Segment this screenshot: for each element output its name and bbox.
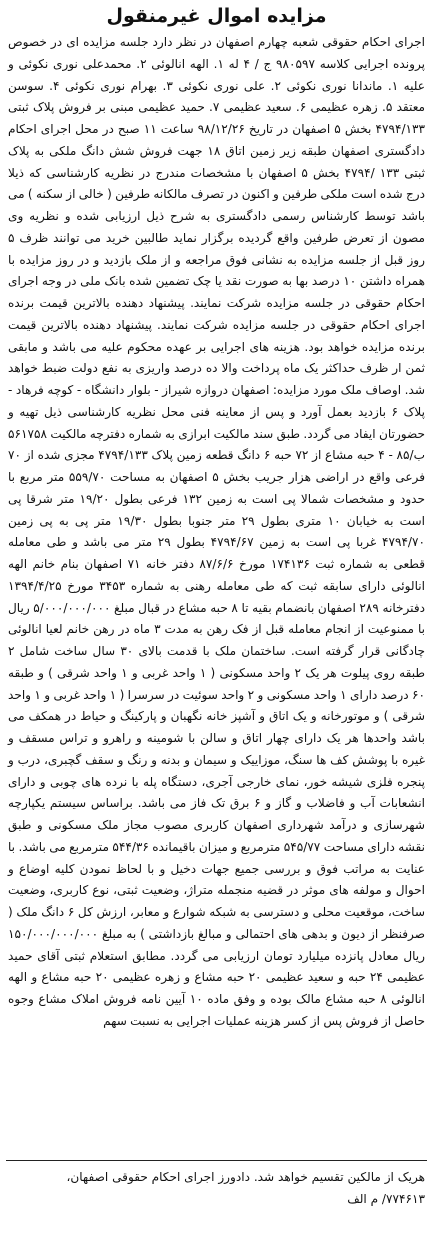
notice-title: مزایده اموال غیرمنقول <box>106 5 327 27</box>
footer-divider <box>6 1160 427 1161</box>
footer-code: ۷۷۴۶۱۳/ م الف <box>347 1192 425 1206</box>
notice-footer <box>6 1166 427 1210</box>
footer-text: هریک از مالکین تقسیم خواهد شد. دادورز اجرای احکام حقوقی اصفهان، <box>66 1170 425 1184</box>
auction-notice <box>6 0 427 1247</box>
notice-body: اجرای احکام حقوقی شعبه چهارم اصفهان در نظر دارد جلسه مزایده ای در خصوص پرونده اجرایی کلاسه ۹۸۰۵۹۷ ج / ۴ له ۱. الهه انالوئی ۲. محمدعلی نوری نکوئی و علیه ۱. ماندانا نوری نکوئی ۲. علی نوری نکوئی ۳. بهرام نوری نکوئی ۴. سوسن معتقد ۵. زهره عظیمی ۶. سعید عظیمی ۷. حمید عظیمی مبنی بر فروش پلاک ثبتی ۴۷۹۴/۱۳۳ بخش ۵ اصفهان در تاریخ ۹۸/۱۲/۲۶ ساعت ۱۱ صبح در محل اجرای احکام دادگستری اصفهان طبقه زیر زمین اتاق ۱۸ جهت فروش شش دانگ ملکی به پلاک ثبتی ۱۳۳ /۴۷۹۴ بخش ۵ اصفهان با مشخصات مندرج در نظریه کارشناسی که ذیلا درج شده است ملکی طرفین و اکنون در تصرف مالکانه طرفین ( خالی از سکنه ) می باشد توسط کارشناس رسمی دادگستری به شرح ذیل ارزیابی شده و نظریه وی مصون از تعرض طرفین واقع گردیده برگزار نماید طالبین خرید می توانند ظرف ۵ روز قبل از جلسه مزایده به نشانی فوق مراجعه و از ملک بازدید و در روز مزایده با همراه داشتن ۱۰ درصد بها به صورت نقد یا چک تضمین شده بانک ملی در وجه اجرای احکام حقوقی در جلسه مزایده شرکت نمایند. پیشنهاد دهنده بالاترین قیمت برنده اجرای احکام حقوقی در جلسه مزایده شرکت نمایند. پیشنهاد دهنده بالاترین قیمت برنده مزایده خواهد بود. هزینه های اجرایی بر عهده محکوم علیه می باشد و مابقی ثمن ار ظرف حداکثر یک ماه پرداخت والا ده درصد واریزی به نفع دولت ضبط خواهد شد. اوصاف ملک مورد مزایده: اصفهان دروازه شیراز - بلوار دانشگاه - کوچه فرهاد - پلاک ۶ بازدید بعمل آورد و پس از معاینه فنی محل نظریه کارشناسی ذیل تهیه و حضورتان ایفاد می گردد. طبق سند مالکیت ابرازی به شماره دفترچه مالکیت ۵۶۱۷۵۸ ب/۸۵ - ۴ حبه مشاع از ۷۲ حبه ۶ دانگ قطعه زمین پلاک ۴۷۹۴/۱۳۳ مجزی شده از ۷۰ فرعی واقع در اراضی هزار جریب بخش ۵ اصفهان به مساحت ۵۵۹/۷۰ متر مربع با حدود و مشخصات شمالا پی است به زمین ۱۳۲ فرعی بطول ۱۹/۲۰ متر شرقا پی است به خیابان ۱۰ متری بطول ۲۹ متر جنوبا بطول ۱۹/۳۰ متر پی به پی زمین ۴۷۹۴/۷۰ غربا پی است به زمین ۴۷۹۴/۶۷ بطول ۲۹ متر می باشد و طی معامله قطعی به شماره ثبت ۱۷۴۱۳۶ مورخ ۸۷/۶/۶ دفتر خانه ۷۱ اصفهان بنام خانم الهه انالوئی دارای سابقه ثبت که طی معامله رهنی به شماره ۳۴۵۳ مورخ ۱۳۹۴/۴/۲۵ دفترخانه ۲۸۹ اصفهان بانضمام بقیه تا ۸ حبه مشاع در قبال مبلغ ۵/۰۰۰/۰۰۰/۰۰۰ ریال با ممنوعیت از انجام معامله قبل از فک رهن به مدت ۳ ماه در رهن خانم لعیا انالوئی چادگانی قرار گرفته است. ساختمان ملک با قدمت بالای ۳۰ سال ساخت شامل ۲ طبقه روی پیلوت هر یک ۲ واحد مسکونی ( ۱ واحد غربی و ۱ واحد شرقی ) و طبقه ۶۰ درصد دارای ۱ واحد مسکونی و ۲ واحد سوئیت در سرسرا ( ۱ واحد غربی و ۱ واحد شرقی ) و موتورخانه و یک اتاق و آشپز خانه نگهبان و پارکینگ و حیاط در همکف می باشد واحدها هر یک دارای چهار اتاق و سالن با شومینه و راهرو و تراس مسقف و غیره با پوشش کف ها سنگ، موزاییک و سیمان و بدنه و رنگ و سقف گچبری، درب و پنجره فلزی شیشه خور، نمای خارجی آجری، دستگاه پله با نرده های چوبی و دارای انشعابات آب و فاضلاب و گاز و ۶ برق تک فاز می باشد. براساس سیستم یکپارچه شهرسازی و درآمد شهرداری اصفهان کاربری مصوب مجاز ملک مسکونی و طبق نقشه دارای مساحت ۵۴۵/۷۷ مترمربع و میزان باقیمانده ۵۴۴/۳۶ مترمربع می باشد. با عنایت به مراتب فوق و بررسی جمیع جهات دخیل و با لحاظ نمودن کلیه اوضاع و احوال و مولفه های موثر در قضیه منجمله متراژ، وضعیت ثبتی، نوع کاربری، وضعیت ساخت، موقعیت محلی و دسترسی به شبکه شوارع و معابر، ارزش کل ۶ دانگ ملک ( صرفنظر از دیون و بدهی های احتمالی و مبالغ بازداشتی ) به مبلغ ۱۵۰/۰۰۰/۰۰۰/۰۰۰ ریال معادل پانزده میلیارد تومان ارزیابی می گردد. مطابق استعلام ثبتی آقای حمید عظیمی ۲۴ حبه و سعید عظیمی ۲۰ حبه مشاع و زهره عظیمی ۲۰ حبه مشاع و الهه انالوئی ۸ حبه مشاع مالک بوده و وفق ماده ۱۰ آیین نامه فروش املاک مشاع وجوه حاصل از فروش پس از کسر هزینه عملیات اجرایی به نسبت سهم <box>8 35 426 1028</box>
